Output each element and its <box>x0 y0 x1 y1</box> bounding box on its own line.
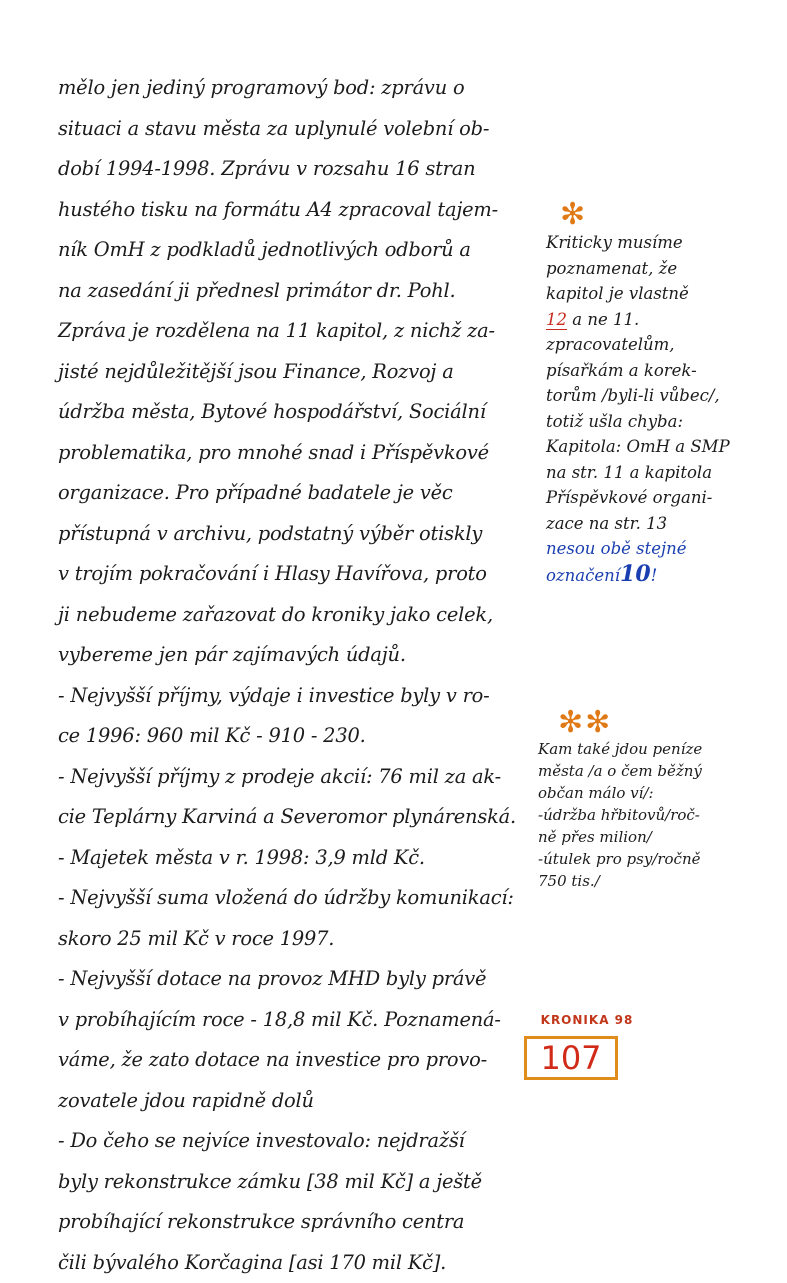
text-line: cie Teplárny Karviná a Severomor plynárenská. <box>58 797 548 838</box>
text-line: v probíhajícím roce - 18,8 mil Kč. Poznamená- <box>58 1000 548 1041</box>
text-line: přístupná v archivu, podstatný výběr otiskly <box>58 514 548 555</box>
note-line: města /a o čem běžný <box>538 760 778 782</box>
chapter-count-correct: 12 <box>546 310 567 330</box>
main-text <box>58 68 548 1283</box>
text-line: ník OmH z podkladů jednotlivých odborů a <box>58 230 548 271</box>
note-line: zace na str. 13 <box>546 511 778 537</box>
note-line: občan málo ví/: <box>538 782 778 804</box>
note-line-rest: a ne 11. <box>572 310 639 329</box>
text-line: - Nejvyšší suma vložená do údržby komunikací: <box>58 878 548 919</box>
text-line: - Majetek města v r. 1998: 3,9 mld Kč. <box>58 838 548 879</box>
text-line: probíhající rekonstrukce správního centra <box>58 1202 548 1243</box>
text-line: na zasedání ji přednesl primátor dr. Pohl. <box>58 271 548 312</box>
page-number: 107 <box>524 1036 618 1080</box>
text-line: ce 1996: 960 mil Kč - 910 - 230. <box>58 716 548 757</box>
note-line: ně přes milion/ <box>538 826 778 848</box>
text-line: jisté nejdůležitější jsou Finance, Rozvoj a <box>58 352 548 393</box>
text-line: údržba města, Bytové hospodářství, Sociální <box>58 392 548 433</box>
note-line-blue-last <box>546 562 778 589</box>
note-line: Příspěvkové organi- <box>546 485 778 511</box>
note-line: Kam také jdou peníze <box>538 738 778 760</box>
text-line: vybereme jen pár zajímavých údajů. <box>58 635 548 676</box>
text-line: skoro 25 mil Kč v roce 1997. <box>58 919 548 960</box>
text-line: - Nejvyšší dotace na provoz MHD byly právě <box>58 959 548 1000</box>
note-line-blue-text: označení <box>546 566 620 585</box>
margin-note-money <box>538 708 778 892</box>
text-line: váme, že zato dotace na investice pro provo- <box>58 1040 548 1081</box>
note-line: -údržba hřbitovů/roč- <box>538 804 778 826</box>
asterisk-icon: ✻ <box>546 200 778 230</box>
chronicle-label: KRONIKA 98 <box>532 1013 642 1027</box>
text-line: dobí 1994-1998. Zprávu v rozsahu 16 stran <box>58 149 548 190</box>
text-line: byly rekonstrukce zámku [38 mil Kč] a ještě <box>58 1162 548 1203</box>
note-line: na str. 11 a kapitola <box>546 460 778 486</box>
chapter-number-duplicate: 10 <box>620 561 651 587</box>
text-line: čili bývalého Korčagina [asi 170 mil Kč]. <box>58 1243 548 1283</box>
double-asterisk-icon: ✻✻ <box>538 708 778 738</box>
text-line: v trojím pokračování i Hlasy Havířova, proto <box>58 554 548 595</box>
exclamation: ! <box>651 566 658 585</box>
text-line: - Nejvyšší příjmy z prodeje akcií: 76 mil za ak- <box>58 757 548 798</box>
note-line: 750 tis./ <box>538 870 778 892</box>
note-line-blue: nesou obě stejné <box>546 536 778 562</box>
text-line: problematika, pro mnohé snad i Příspěvkové <box>58 433 548 474</box>
text-line: - Do čeho se nejvíce investovalo: nejdražší <box>58 1121 548 1162</box>
note-line: Kriticky musíme <box>546 230 778 256</box>
text-line: zovatele jdou rapidně dolů <box>58 1081 548 1122</box>
text-line: organizace. Pro případné badatele je věc <box>58 473 548 514</box>
note-line: zpracovatelům, <box>546 332 778 358</box>
text-line: - Nejvyšší příjmy, výdaje i investice byly v ro- <box>58 676 548 717</box>
note-line: Kapitola: OmH a SMP <box>546 434 778 460</box>
note-line-with-number <box>546 307 778 333</box>
note-line: torům /byli-li vůbec/, <box>546 383 778 409</box>
note-line: totiž ušla chyba: <box>546 409 778 435</box>
text-line: mělo jen jediný programový bod: zprávu o <box>58 68 548 109</box>
text-line: ji nebudeme zařazovat do kroniky jako celek, <box>58 595 548 636</box>
note-line: -útulek pro psy/ročně <box>538 848 778 870</box>
margin-note-chapters <box>546 200 778 588</box>
note-line: poznamenat, že <box>546 256 778 282</box>
note-line: písařkám a korek- <box>546 358 778 384</box>
note-line: kapitol je vlastně <box>546 281 778 307</box>
text-line: situaci a stavu města za uplynulé volební ob- <box>58 109 548 150</box>
text-line: hustého tisku na formátu A4 zpracoval tajem- <box>58 190 548 231</box>
text-line: Zpráva je rozdělena na 11 kapitol, z nichž za- <box>58 311 548 352</box>
